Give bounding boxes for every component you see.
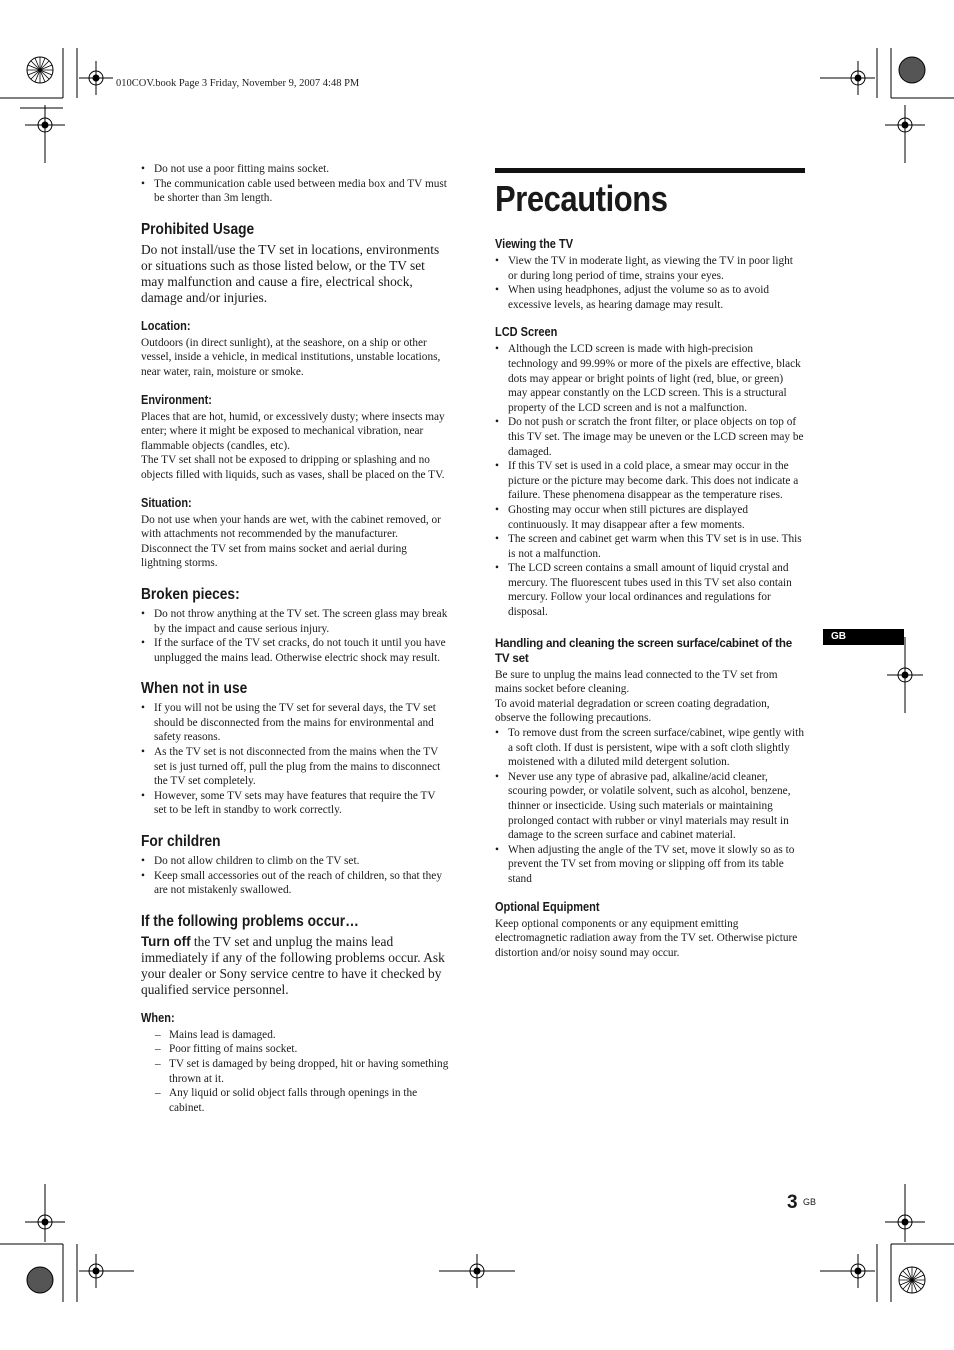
list-item: – Poor fitting of mains socket.: [155, 1042, 449, 1057]
when-heading: When:: [141, 1010, 175, 1025]
list-item: • When adjusting the angle of the TV set, move it slowly so as to prevent the TV set from moving or slipping off from its table stand: [495, 843, 805, 887]
problems-text: [141, 934, 449, 998]
list-item: • Do not throw anything at the TV set. The screen glass may break by the impact and cause serious injury.: [141, 607, 449, 636]
title-rule: [495, 168, 805, 173]
list-item: – Mains lead is damaged.: [155, 1028, 449, 1043]
left-column: [141, 162, 449, 1115]
list-item: – Any liquid or solid object falls through openings in the cabinet.: [155, 1086, 449, 1115]
list-item: • The screen and cabinet get warm when this TV set is in use. This is not a malfunction.: [495, 532, 805, 561]
problems-heading: If the following problems occur…: [141, 912, 359, 930]
list-item: • The communication cable used between media box and TV must be shorter than 3m length.: [141, 177, 449, 206]
handling-list: [495, 726, 805, 887]
problems-list: [141, 1028, 449, 1116]
prohibited-usage-intro: Do not install/use the TV set in locations, environments or situations such as those listed below, or the TV set may malfunction and cause a fire, electrical shock, damage and/or injuries.: [141, 241, 440, 305]
list-item: • However, some TV sets may have features that require the TV set to be left in standby to work correctly.: [141, 789, 449, 818]
list-item: • If this TV set is used in a cold place, a smear may occur in the picture or the picture may become dark. This does not indicate a failure. These phenomena disappear as the temperature rises.: [495, 459, 805, 503]
list-item: • Never use any type of abrasive pad, alkaline/acid cleaner, scouring powder, or volatile solvent, such as alcohol, benzene, thinner or insecticide. Using such materials or maintaining prolonged contact with rubber or vinyl materials may result in damage to the screen surface and cabinet material.: [495, 770, 805, 843]
list-item: • When using headphones, adjust the volume so as to avoid excessive levels, as hearing damage may result.: [495, 283, 805, 312]
situation-heading: Situation:: [141, 495, 192, 510]
viewing-list: [495, 254, 805, 312]
handling-heading: Handling and cleaning the screen surface/cabinet of the TV set: [495, 636, 792, 665]
location-heading: Location:: [141, 318, 191, 333]
list-item: • Do not allow children to climb on the TV set.: [141, 854, 449, 869]
lcd-screen-list: [495, 342, 805, 619]
list-item: • If the surface of the TV set cracks, do not touch it until you have unplugged the mains lead. Otherwise electric shock may result.: [141, 636, 449, 665]
list-item: • View the TV in moderate light, as viewing the TV in poor light or during long period of time, strains your eyes.: [495, 254, 805, 283]
handling-text: Be sure to unplug the mains lead connected to the TV set from mains socket before cleaning.: [495, 668, 778, 696]
list-item: • Although the LCD screen is made with high-precision technology and 99.99% or more of the pixels are effective, black dots may appear or bright points of light (red, blue, or green) may appear constantly on the LCD screen. This is a structural property of the LCD screen and is not a malfunction.: [495, 342, 805, 415]
list-item: • The LCD screen contains a small amount of liquid crystal and mercury. The fluorescent tubes used in this TV set also contain mercury. Follow your local ordinances and regulations for disposal.: [495, 561, 805, 619]
situation-text: Do not use when your hands are wet, with the cabinet removed, or with attachments not recommended by the manufacturer. Disconnect the TV set from mains socket and aerial during lightning storms.: [141, 513, 441, 570]
environment-text-liquids: The TV set shall not be exposed to dripping or splashing and no objects filled with liquids, such as vases, shall be placed on the TV.: [141, 454, 445, 481]
for-children-list: [141, 854, 449, 898]
for-children-heading: For children: [141, 833, 221, 851]
turn-off-label: Turn off: [141, 933, 191, 949]
broken-pieces-heading: Broken pieces:: [141, 585, 240, 603]
list-item: • As the TV set is not disconnected from the mains when the TV set is just turned off, pull the plug from the mains to disconnect the TV set completely.: [141, 745, 449, 789]
location-text: Outdoors (in direct sunlight), at the seashore, on a ship or other vessel, inside a vehicle, in medical institutions, unstable locations, near water, rain, moisture or smoke.: [141, 336, 441, 378]
viewing-heading: Viewing the TV: [495, 237, 574, 251]
problems-body: the TV set and unplug the mains lead immediately if any of the following problems occur. Ask your dealer or Sony service centre to have it checked by qualified service personnel.: [141, 933, 445, 997]
right-column: [495, 168, 805, 960]
lcd-screen-heading: LCD Screen: [495, 325, 558, 340]
when-not-in-use-heading: When not in use: [141, 680, 248, 698]
page-title: Precautions: [495, 178, 668, 219]
page-number-suffix: GB: [803, 1197, 817, 1207]
top-bullet-list: [141, 162, 449, 206]
list-item: – TV set is damaged by being dropped, hit or having something thrown at it.: [155, 1057, 449, 1086]
list-item: • To remove dust from the screen surface/cabinet, wipe gently with a soft cloth. If dust is persistent, wipe with a soft cloth slightly moistened with a diluted mild detergent solution.: [495, 726, 805, 770]
broken-pieces-list: [141, 607, 449, 665]
list-item: • If you will not be using the TV set for several days, the TV set should be disconnected from the mains for environmental and safety reasons.: [141, 701, 449, 745]
optional-equipment-text: Keep optional components or any equipment emitting electromagnetic radiation away from the TV set. Otherwise picture distortion and/or noisy sound may occur.: [495, 917, 798, 959]
handling-text-precautions: To avoid material degradation or screen coating degradation, observe the following precautions.: [495, 697, 770, 725]
list-item: • Ghosting may occur when still pictures are displayed continuously. It may disappear after a few moments.: [495, 503, 805, 532]
environment-text: Places that are hot, humid, or excessively dusty; where insects may enter; where it might be exposed to mechanical vibration, near flammable objects (candles, etc).: [141, 410, 445, 452]
prohibited-usage-heading: Prohibited Usage: [141, 220, 255, 238]
environment-heading: Environment:: [141, 392, 212, 407]
list-item: • Do not push or scratch the front filter, or place objects on top of this TV set. The image may be uneven or the LCD screen may be damaged.: [495, 415, 805, 459]
list-item: • Keep small accessories out of the reach of children, so that they are not mistakenly swallowed.: [141, 869, 449, 898]
list-item: • Do not use a poor fitting mains socket.: [141, 162, 449, 177]
optional-equipment-heading: Optional Equipment: [495, 899, 600, 914]
language-tab: GB: [823, 629, 904, 645]
when-not-in-use-list: [141, 701, 449, 818]
page-number: 3: [787, 1192, 798, 1213]
print-slug: 010COV.book Page 3 Friday, November 9, 2007 4:48 PM: [116, 78, 360, 89]
